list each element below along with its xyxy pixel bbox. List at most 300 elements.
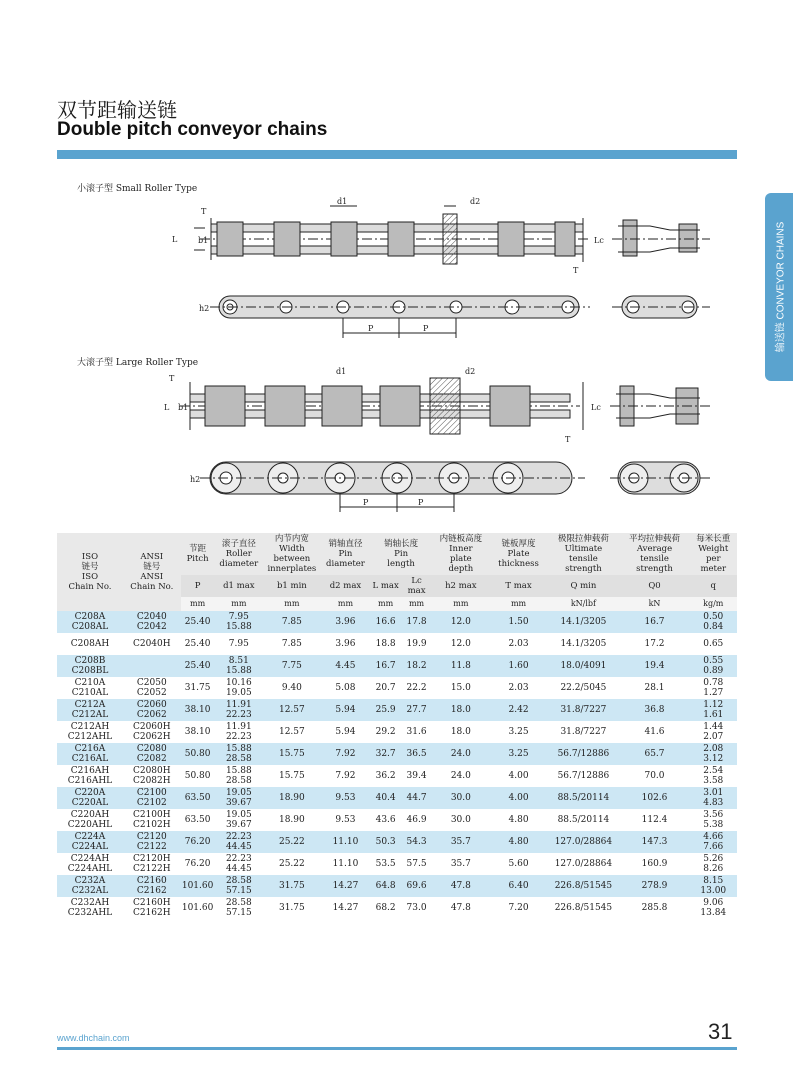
- cell-h2: 18.0: [450, 727, 471, 737]
- cell-p: 38.10: [184, 727, 211, 737]
- cell-d1: [215, 897, 263, 919]
- cell-d1: [215, 787, 263, 809]
- cell-h2: 35.7: [432, 831, 490, 853]
- cell-Q0: 147.3: [619, 831, 689, 853]
- cell-line: C2062: [136, 710, 167, 720]
- symbol-cell: L max: [370, 575, 401, 597]
- cell-line: 1.12: [703, 700, 724, 710]
- cell-line: length: [387, 559, 415, 569]
- cell-line: meter: [700, 564, 727, 574]
- cell-Lc: 39.4: [406, 771, 427, 781]
- cell-q: [690, 699, 737, 721]
- cell-line: diameter: [326, 559, 365, 569]
- cell-b1: 18.90: [278, 815, 305, 825]
- small-roller-side-view: [210, 296, 590, 338]
- cell-line: C2120H: [132, 854, 171, 864]
- page-title-en: Double pitch conveyor chains: [57, 119, 328, 140]
- cell-line: 19.05: [225, 810, 252, 820]
- cell-b1: 7.75: [263, 655, 321, 677]
- cell-d2: 7.92: [335, 771, 356, 781]
- cell-iso: [57, 743, 123, 765]
- cell-iso: [57, 677, 123, 699]
- cell-line: C2100H: [132, 810, 171, 820]
- cell-ansi: [123, 699, 181, 721]
- cell-line: 15.88: [225, 666, 252, 676]
- cell-line: 8.26: [703, 864, 724, 874]
- cell-line: 4.66: [703, 832, 724, 842]
- unit-cell: mm: [321, 597, 370, 611]
- cell-line: 滚子直径: [221, 539, 256, 549]
- cell-line: C2040H: [132, 639, 171, 649]
- cell-line: C224AH: [70, 854, 110, 864]
- cell-h2: 47.8: [432, 875, 490, 897]
- col-ansi-header: [123, 533, 181, 611]
- cell-line: C232AHL: [67, 908, 113, 918]
- cell-b1: 31.75: [263, 875, 321, 897]
- footer-bar: [57, 1047, 737, 1050]
- spec-table: [57, 533, 737, 919]
- cell-Lc: 19.9: [406, 639, 427, 649]
- table-row: [57, 721, 737, 743]
- page-title-cn: 双节距输送链: [57, 98, 177, 122]
- col-plateh-header: [432, 533, 490, 575]
- cell-line: C2160H: [132, 898, 171, 908]
- cell-line: C2062H: [132, 732, 171, 742]
- large-roller-end-view: [610, 386, 710, 426]
- cell-b1: 7.85: [263, 611, 321, 633]
- cell-b1: 7.85: [281, 639, 302, 649]
- cell-Q: 14.1/3205: [547, 611, 619, 633]
- cell-d2: 5.94: [321, 699, 370, 721]
- cell-p: 25.40: [181, 655, 215, 677]
- cell-line: 0.50: [703, 612, 724, 622]
- table-row: [57, 677, 737, 699]
- cell-line: C2080H: [132, 766, 171, 776]
- cell-line: 4.83: [703, 798, 724, 808]
- cell-line: C2120: [136, 832, 167, 842]
- cell-line: C232AH: [70, 898, 110, 908]
- unit-cell: kN: [619, 597, 689, 611]
- cell-line: Roller: [225, 549, 252, 559]
- cell-T: 4.00: [508, 771, 529, 781]
- cell-line: 2.07: [703, 732, 724, 742]
- cell-iso: [57, 699, 123, 721]
- cell-iso: [57, 633, 123, 655]
- cell-line: C212AH: [70, 722, 110, 732]
- cell-line: C220A: [74, 788, 106, 798]
- cell-line: 0.84: [703, 622, 724, 632]
- cell-line: 3.58: [703, 776, 724, 786]
- cell-line: Pitch: [186, 554, 209, 564]
- cell-iso: [57, 611, 123, 633]
- spec-table-body: [57, 611, 737, 919]
- small-roller-caption: 小滚子型 Small Roller Type: [77, 184, 198, 194]
- cell-line: 5.38: [703, 820, 724, 830]
- cell-L: 43.6: [375, 815, 396, 825]
- cell-line: Weight: [698, 544, 729, 554]
- table-row: [57, 809, 737, 831]
- cell-T: 2.03: [508, 683, 529, 693]
- cell-Q0: 17.2: [644, 639, 665, 649]
- cell-h2: 24.0: [432, 743, 490, 765]
- symbol-cell: Q min: [547, 575, 619, 597]
- large-roller-caption: 大滚子型 Large Roller Type: [77, 358, 199, 368]
- label-T-3: T: [169, 374, 175, 383]
- cell-line: 15.88: [225, 766, 252, 776]
- unit-cell: mm: [181, 597, 215, 611]
- cell-line: C216AL: [71, 754, 109, 764]
- cell-Lc: 18.2: [401, 655, 432, 677]
- cell-line: 9.06: [703, 898, 724, 908]
- cell-line: C212A: [74, 700, 106, 710]
- label-Lc: Lc: [594, 236, 604, 245]
- cell-line: C212AHL: [67, 732, 113, 742]
- col-ult-header: [547, 533, 619, 575]
- cell-line: 15.88: [225, 622, 252, 632]
- cell-d1: [215, 655, 263, 677]
- footer-url[interactable]: www.dhchain.com: [57, 1033, 130, 1043]
- cell-line: C224AHL: [67, 864, 113, 874]
- label-P-2: P: [423, 324, 429, 333]
- chain-diagrams: [0, 0, 793, 530]
- cell-Q: 56.7/12886: [557, 771, 610, 781]
- cell-line: C2160: [136, 876, 167, 886]
- cell-line: 13.00: [700, 886, 727, 896]
- cell-line: C2060H: [132, 722, 171, 732]
- cell-line: innerplates: [267, 564, 317, 574]
- cell-T: 4.80: [490, 831, 548, 853]
- cell-p: 101.60: [181, 875, 215, 897]
- col-pind-header: [321, 533, 370, 575]
- cell-line: 链号: [81, 562, 99, 572]
- cell-iso: [57, 875, 123, 897]
- cell-b1: 12.57: [278, 727, 305, 737]
- table-row: [57, 611, 737, 633]
- cell-q: [690, 633, 737, 655]
- cell-line: diameter: [219, 559, 259, 569]
- cell-Q: 14.1/3205: [560, 639, 607, 649]
- col-pinlen-header: [370, 533, 432, 575]
- cell-b1: 9.40: [281, 683, 302, 693]
- cell-p: 25.40: [181, 611, 215, 633]
- cell-line: Plate: [507, 549, 530, 559]
- cell-line: 11.91: [225, 700, 252, 710]
- cell-ansi: [123, 809, 181, 831]
- cell-line: C208AL: [71, 622, 109, 632]
- cell-line: C232AL: [71, 886, 109, 896]
- cell-line: 57.15: [225, 886, 252, 896]
- cell-h2: 47.8: [450, 903, 471, 913]
- cell-h2: 11.8: [432, 655, 490, 677]
- cell-q: [690, 721, 737, 743]
- table-row: [57, 787, 737, 809]
- cell-line: per: [705, 554, 721, 564]
- cell-iso: [57, 853, 123, 875]
- label-d2: d2: [470, 197, 481, 206]
- cell-q: [690, 611, 737, 633]
- col-width-header: [263, 533, 321, 575]
- cell-ansi: [123, 831, 181, 853]
- cell-p: 50.80: [181, 743, 215, 765]
- cell-ansi: [123, 633, 181, 655]
- symbol-cell: Q0: [619, 575, 689, 597]
- table-row: [57, 655, 737, 677]
- cell-line: 7.66: [703, 842, 724, 852]
- cell-Q: 31.8/7227: [560, 727, 607, 737]
- cell-line: 7.95: [228, 639, 249, 649]
- cell-line: depth: [448, 564, 474, 574]
- cell-iso: [57, 721, 123, 743]
- symbol-cell: Lc max: [401, 575, 432, 597]
- cell-d2: 5.08: [335, 683, 356, 693]
- cell-line: C208B: [74, 656, 106, 666]
- cell-line: 19.05: [225, 688, 252, 698]
- cell-d1: [215, 633, 263, 655]
- cell-line: 28.58: [225, 776, 252, 786]
- cell-Q0: 160.9: [641, 859, 668, 869]
- table-row: [57, 765, 737, 787]
- cell-line: 链板厚度: [501, 539, 536, 549]
- cell-d1: [215, 765, 263, 787]
- cell-Q: 56.7/12886: [547, 743, 619, 765]
- cell-d1: [215, 721, 263, 743]
- cell-line: ANSI: [140, 572, 164, 582]
- cell-line: 链号: [143, 562, 161, 572]
- cell-line: C2102: [136, 798, 167, 808]
- cell-h2: 15.0: [450, 683, 471, 693]
- cell-ansi: [123, 677, 181, 699]
- cell-h2: 12.0: [450, 639, 471, 649]
- cell-line: C2162H: [132, 908, 171, 918]
- cell-line: 28.58: [225, 876, 252, 886]
- label-T-2: T: [573, 266, 579, 275]
- cell-p: 63.50: [181, 787, 215, 809]
- cell-line: 11.91: [225, 722, 252, 732]
- cell-b1: 31.75: [278, 903, 305, 913]
- cell-line: Width: [279, 544, 305, 554]
- cell-line: Pin: [338, 549, 353, 559]
- cell-L: 40.4: [370, 787, 401, 809]
- cell-p: 76.20: [184, 859, 211, 869]
- cell-line: C208A: [74, 612, 106, 622]
- cell-L: 29.2: [375, 727, 396, 737]
- symbol-cell: d1 max: [215, 575, 263, 597]
- label-P-3: P: [363, 498, 369, 507]
- col-weight-header: [690, 533, 737, 575]
- cell-line: 销轴长度: [384, 539, 419, 549]
- cell-b1: 12.57: [263, 699, 321, 721]
- unit-cell: mm: [432, 597, 490, 611]
- cell-line: C216A: [74, 744, 106, 754]
- small-roller-end-view: [612, 220, 710, 256]
- cell-iso: [57, 809, 123, 831]
- cell-line: 0.89: [703, 666, 724, 676]
- cell-line: 2.54: [703, 766, 724, 776]
- label-T-4: T: [565, 435, 571, 444]
- large-roller-side-end: [610, 462, 710, 494]
- cell-line: C2040: [136, 612, 167, 622]
- cell-d2: 14.27: [332, 903, 359, 913]
- cell-q: [690, 875, 737, 897]
- cell-d1: [215, 743, 263, 765]
- cell-line: strength: [565, 564, 602, 574]
- cell-Lc: 22.2: [406, 683, 427, 693]
- cell-line: C210AL: [71, 688, 109, 698]
- table-row: [57, 633, 737, 655]
- unit-cell: mm: [490, 597, 548, 611]
- table-row: [57, 831, 737, 853]
- cell-d1: [215, 699, 263, 721]
- cell-line: C2102H: [132, 820, 171, 830]
- cell-Q: 18.0/4091: [547, 655, 619, 677]
- cell-Q0: 285.8: [641, 903, 668, 913]
- cell-line: 44.45: [225, 842, 252, 852]
- large-roller-top-view: [180, 378, 583, 434]
- cell-ansi: [123, 611, 181, 633]
- cell-line: ISO: [81, 552, 99, 562]
- cell-line: 15.88: [225, 744, 252, 754]
- cell-Q: 226.8/51545: [554, 903, 613, 913]
- cell-d2: 9.53: [321, 787, 370, 809]
- cell-ansi: [123, 655, 181, 677]
- cell-line: 5.26: [703, 854, 724, 864]
- label-L-2: L: [164, 403, 170, 412]
- cell-h2: 18.0: [432, 699, 490, 721]
- cell-d2: 7.92: [321, 743, 370, 765]
- cell-L: 32.7: [370, 743, 401, 765]
- cell-line: C224AL: [71, 842, 109, 852]
- cell-Lc: 44.7: [401, 787, 432, 809]
- cell-T: 3.25: [490, 743, 548, 765]
- cell-p: 25.40: [184, 639, 211, 649]
- unit-cell: kg/m: [690, 597, 737, 611]
- cell-line: 22.23: [225, 732, 252, 742]
- table-row: [57, 699, 737, 721]
- label-h2: h2: [199, 304, 210, 313]
- cell-line: C2100: [136, 788, 167, 798]
- cell-Lc: 17.8: [401, 611, 432, 633]
- col-platet-header: [490, 533, 548, 575]
- cell-line: C220AH: [70, 810, 110, 820]
- cell-line: Chain No.: [68, 582, 112, 592]
- cell-h2: 30.0: [432, 787, 490, 809]
- cell-q: [690, 743, 737, 765]
- cell-line: 3.56: [703, 810, 724, 820]
- cell-L: 25.9: [370, 699, 401, 721]
- cell-line: C216AH: [70, 766, 110, 776]
- cell-line: 每米长重: [696, 534, 731, 544]
- cell-b1: 15.75: [278, 771, 305, 781]
- cell-b1: 25.22: [278, 859, 305, 869]
- cell-line: 28.58: [225, 898, 252, 908]
- cell-d2: 3.96: [335, 639, 356, 649]
- cell-b1: 25.22: [263, 831, 321, 853]
- page-number: 31: [708, 1019, 733, 1044]
- cell-Lc: 54.3: [401, 831, 432, 853]
- unit-cell: mm: [215, 597, 263, 611]
- cell-d2: 4.45: [321, 655, 370, 677]
- cell-line: plate: [450, 554, 472, 564]
- cell-line: 22.23: [225, 832, 252, 842]
- cell-Lc: 46.9: [406, 815, 427, 825]
- cell-Q0: 112.4: [641, 815, 668, 825]
- cell-line: 28.58: [225, 754, 252, 764]
- col-pitch-header: [181, 533, 215, 575]
- cell-T: 5.60: [508, 859, 529, 869]
- table-row: [57, 875, 737, 897]
- cell-Q0: 36.8: [619, 699, 689, 721]
- label-L: L: [172, 235, 178, 244]
- cell-line: 3.01: [703, 788, 724, 798]
- cell-ansi: [123, 721, 181, 743]
- symbol-cell: h2 max: [432, 575, 490, 597]
- cell-ansi: [123, 787, 181, 809]
- cell-line: Average: [636, 544, 673, 554]
- cell-line: between: [273, 554, 311, 564]
- small-roller-side-end: [612, 296, 710, 318]
- cell-line: 22.23: [225, 710, 252, 720]
- cell-line: C2052: [136, 688, 167, 698]
- symbol-cell: T max: [490, 575, 548, 597]
- cell-iso: [57, 831, 123, 853]
- label-b1-2: b1: [178, 403, 189, 412]
- cell-line: 3.12: [703, 754, 724, 764]
- cell-h2: 12.0: [432, 611, 490, 633]
- cell-line: Chain No.: [130, 582, 174, 592]
- cell-line: 39.67: [225, 820, 252, 830]
- cell-Q: 88.5/20114: [547, 787, 619, 809]
- cell-L: 53.5: [375, 859, 396, 869]
- cell-T: 3.25: [508, 727, 529, 737]
- cell-p: 63.50: [184, 815, 211, 825]
- cell-q: [690, 655, 737, 677]
- cell-line: C2042: [136, 622, 167, 632]
- label-Lc-2: Lc: [591, 403, 601, 412]
- cell-iso: [57, 897, 123, 919]
- cell-d2: 11.10: [332, 859, 359, 869]
- cell-line: 7.95: [228, 612, 249, 622]
- cell-L: 64.8: [370, 875, 401, 897]
- cell-line: C2082: [136, 754, 167, 764]
- cell-line: 0.55: [703, 656, 724, 666]
- cell-line: C220AHL: [67, 820, 113, 830]
- cell-line: ISO: [81, 572, 99, 582]
- table-row: [57, 853, 737, 875]
- cell-q: [690, 831, 737, 853]
- unit-cell: mm: [401, 597, 432, 611]
- symbol-cell: d2 max: [321, 575, 370, 597]
- cell-T: 2.03: [508, 639, 529, 649]
- cell-iso: [57, 765, 123, 787]
- label-P-4: P: [418, 498, 424, 507]
- cell-ansi: [123, 875, 181, 897]
- cell-L: 20.7: [375, 683, 396, 693]
- cell-q: [690, 765, 737, 787]
- cell-T: 6.40: [490, 875, 548, 897]
- cell-d2: 14.27: [321, 875, 370, 897]
- cell-b1: 15.75: [263, 743, 321, 765]
- cell-L: 50.3: [370, 831, 401, 853]
- cell-Lc: 27.7: [401, 699, 432, 721]
- label-h2-2: h2: [190, 475, 201, 484]
- cell-line: 0.78: [703, 678, 724, 688]
- cell-line: 内链板高度: [439, 534, 483, 544]
- cell-T: 1.60: [490, 655, 548, 677]
- symbol-cell: b1 min: [263, 575, 321, 597]
- table-row: [57, 743, 737, 765]
- cell-ansi: [123, 743, 181, 765]
- cell-q: [690, 853, 737, 875]
